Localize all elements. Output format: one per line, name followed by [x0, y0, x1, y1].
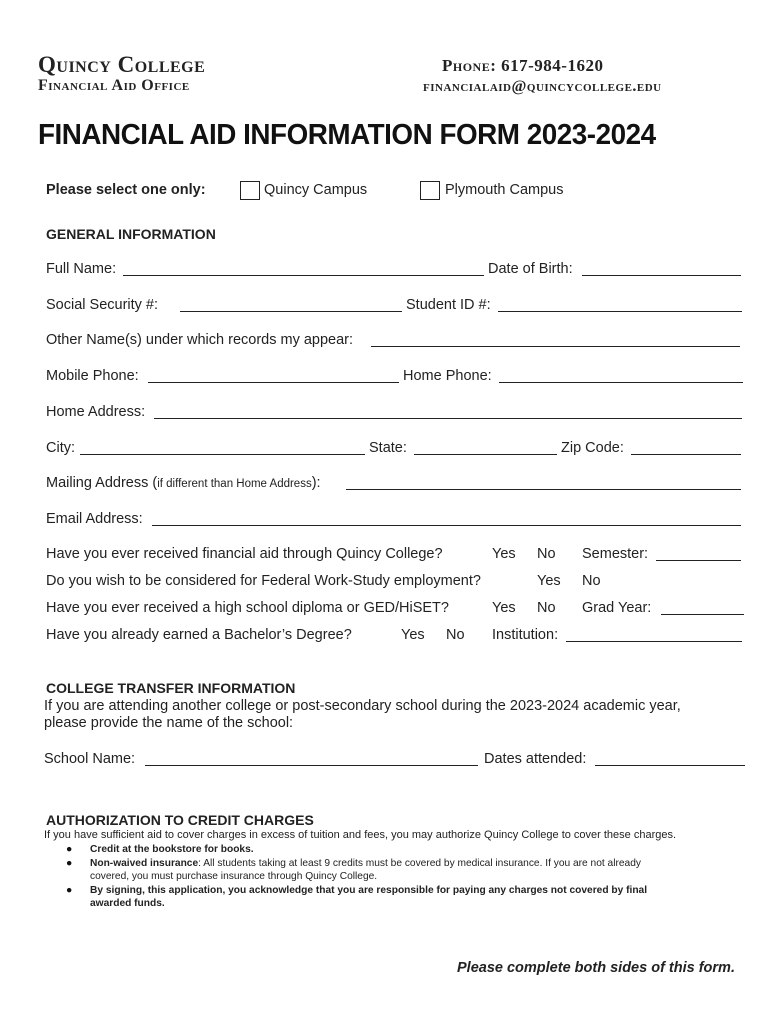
school-name-field[interactable] — [145, 765, 478, 766]
student-id-label: Student ID #: — [406, 297, 491, 313]
bullet-icon: ● — [66, 857, 73, 869]
city-field[interactable] — [80, 454, 365, 455]
transfer-heading: COLLEGE TRANSFER INFORMATION — [46, 680, 296, 696]
q2-yes-option[interactable]: Yes — [537, 573, 561, 589]
bullet-icon: ● — [66, 843, 73, 855]
office-name: Financial Aid Office — [38, 77, 190, 94]
general-info-heading: GENERAL INFORMATION — [46, 226, 216, 242]
quincy-campus-checkbox[interactable] — [240, 181, 260, 200]
q4-text: Have you already earned a Bachelor’s Degree? — [46, 627, 352, 643]
insurance-item-continued: covered, you must purchase insurance through Quincy College. — [90, 871, 378, 882]
q4-no-option[interactable]: No — [446, 627, 465, 643]
other-names-label: Other Name(s) under which records my appear: — [46, 332, 354, 348]
institution-label: Institution: — [492, 627, 559, 643]
semester-label: Semester: — [582, 546, 649, 562]
q2-no-option[interactable]: No — [582, 573, 601, 589]
semester-field[interactable] — [656, 560, 741, 561]
plymouth-campus-label: Plymouth Campus — [445, 182, 564, 198]
transfer-text-line1: If you are attending another college or post-secondary school during the 2023-2024 academic year, — [44, 698, 681, 714]
authorization-intro: If you have sufficient aid to cover charges in excess of tuition and fees, you may authorize Quincy College to cover these charges. — [44, 829, 677, 841]
ssn-field[interactable] — [180, 311, 402, 312]
bullet-icon: ● — [66, 884, 73, 896]
zip-label: Zip Code: — [561, 440, 624, 456]
full-name-field[interactable] — [123, 275, 484, 276]
home-address-label: Home Address: — [46, 404, 146, 420]
q2-text: Do you wish to be considered for Federal Work-Study employment? — [46, 573, 481, 589]
q4-yes-option[interactable]: Yes — [401, 627, 425, 643]
dob-field[interactable] — [582, 275, 741, 276]
mobile-phone-field[interactable] — [148, 382, 399, 383]
mailing-address-field[interactable] — [346, 489, 741, 490]
college-name: Quincy College — [38, 52, 206, 77]
grad-year-field[interactable] — [661, 614, 744, 615]
state-label: State: — [369, 440, 407, 456]
campus-prompt: Please select one only: — [46, 182, 206, 198]
ssn-label: Social Security #: — [46, 297, 159, 313]
email-contact: financialaid@quincycollege.edu — [423, 78, 662, 95]
dob-label: Date of Birth: — [488, 261, 573, 277]
quincy-campus-label: Quincy Campus — [264, 182, 368, 198]
q3-text: Have you ever received a high school diploma or GED/HiSET? — [46, 600, 449, 616]
full-name-label: Full Name: — [46, 261, 117, 277]
mailing-address-note: if different than Home Address — [157, 478, 312, 490]
phone-number: Phone: 617-984-1620 — [442, 56, 604, 75]
complete-both-sides-note: Please complete both sides of this form. — [457, 960, 735, 976]
authorization-heading: AUTHORIZATION TO CREDIT CHARGES — [46, 812, 314, 828]
school-name-label: School Name: — [44, 751, 136, 767]
form-title: FINANCIAL AID INFORMATION FORM 2023-2024 — [38, 119, 656, 151]
student-id-field[interactable] — [498, 311, 742, 312]
q1-no-option[interactable]: No — [537, 546, 556, 562]
city-label: City: — [46, 440, 75, 456]
q1-text: Have you ever received financial aid through Quincy College? — [46, 546, 443, 562]
q3-yes-option[interactable]: Yes — [492, 600, 516, 616]
home-phone-label: Home Phone: — [403, 368, 492, 384]
q1-yes-option[interactable]: Yes — [492, 546, 516, 562]
signing-acknowledgement-line1: By signing, this application, you acknowledge that you are responsible for paying any charges not covered by final — [90, 885, 648, 896]
email-address-label: Email Address: — [46, 511, 143, 527]
state-field[interactable] — [414, 454, 557, 455]
home-address-field[interactable] — [154, 418, 742, 419]
dates-attended-label: Dates attended: — [484, 751, 587, 767]
plymouth-campus-checkbox[interactable] — [420, 181, 440, 200]
mailing-address-label: Mailing Address (if different than Home Address): — [46, 475, 321, 491]
grad-year-label: Grad Year: — [582, 600, 652, 616]
other-names-field[interactable] — [371, 346, 740, 347]
email-address-field[interactable] — [152, 525, 741, 526]
bookstore-credit-item: Credit at the bookstore for books. — [90, 844, 254, 855]
zip-field[interactable] — [631, 454, 741, 455]
insurance-item: Non-waived insurance: All students taking at least 9 credits must be covered by medical insurance. If you are not already — [90, 858, 641, 869]
dates-attended-field[interactable] — [595, 765, 745, 766]
home-phone-field[interactable] — [499, 382, 743, 383]
institution-field[interactable] — [566, 641, 742, 642]
q3-no-option[interactable]: No — [537, 600, 556, 616]
mobile-phone-label: Mobile Phone: — [46, 368, 139, 384]
signing-acknowledgement-line2: awarded funds. — [90, 898, 165, 909]
transfer-text-line2: please provide the name of the school: — [44, 715, 294, 731]
